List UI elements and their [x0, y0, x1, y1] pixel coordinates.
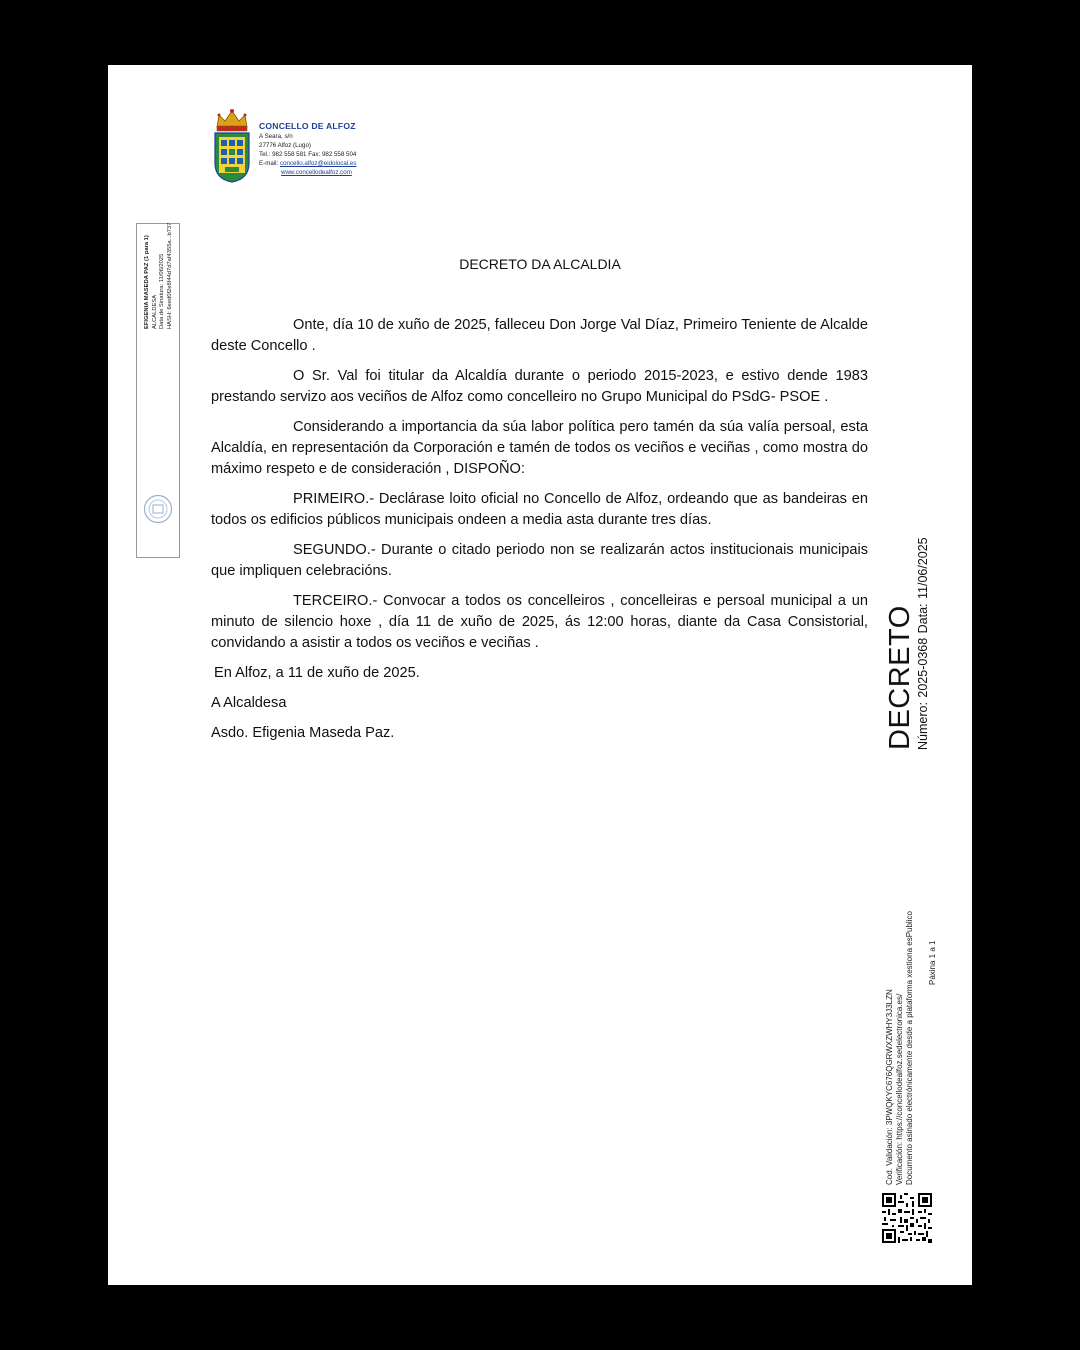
decree-number-date: Número: 2025-0368 Data: 11/06/2025	[916, 537, 930, 750]
paragraph: SEGUNDO.- Durante o citado periodo non se realizarán actos institucionais municipais que impliquen celebracións.	[211, 542, 868, 579]
stamp-text	[144, 169, 174, 329]
address-line: A Seara, s/n	[259, 133, 293, 140]
page-count: Páxina 1 a 1	[928, 940, 937, 985]
stamp-hash: HASH: 6eed0f2e8f44d7d7af4355a...b737	[166, 222, 173, 329]
stamp-date: Data de Sinatura: 11/06/2025	[159, 253, 165, 329]
place-date: En Alfoz, a 11 de xuño de 2025.	[214, 665, 420, 681]
stamp-role: ALCALDESA	[151, 294, 158, 329]
municipal-crest-icon	[211, 107, 253, 183]
seal-icon	[143, 494, 173, 524]
paragraph: PRIMEIRO.- Declárase loito oficial no Concello de Alfoz, ordeando que as bandeiras en todos os edificios públicos municipais ondeen a media asta durante tres días.	[211, 491, 868, 528]
decree-label	[885, 510, 945, 750]
email-link[interactable]: concello.alfoz@eidolocal.es	[279, 160, 357, 167]
paragraph: Onte, día 10 de xuño de 2025, falleceu Don Jorge Val Díaz, Primeiro Teniente de Alcalde deste Concello .	[211, 317, 868, 354]
verification-url[interactable]: Verificación: https://concellodealfoz.sedelectronica.es/	[895, 993, 904, 1185]
postal-line: 27776 Alfoz (Lugo)	[259, 142, 311, 149]
paragraph: TERCEIRO.- Convocar a todos os concelleiros , concelleiras e persoal municipal a un minuto de silencio hoxe , día 11 de xuño de 2025, ás 12:00 horas, diante da Casa Consistorial, convidando a asistir a todos os veciños e veciñas .	[211, 593, 868, 651]
paragraph: O Sr. Val foi titular da Alcaldía durante o periodo 2015-2023, e estivo dende 1983 prestando servizo aos veciños de Alfoz como concelleiro no Grupo Municipal do PSdG- PSOE .	[211, 368, 868, 405]
stamp-signer: EFIGENIA MASEDA PAZ (1 para 1)	[144, 235, 150, 329]
signer-role: A Alcaldesa	[211, 695, 287, 711]
paragraph: Considerando a importancia da súa labor política pero tamén da súa valía persoal, esta Alcaldía, en representación da Corporación e tamén de todos os veciños e veciñas , como mostra do máximo respeto e de consideración , DISPOÑO:	[211, 419, 868, 477]
document-title: DECRETO DA ALCALDIA	[459, 256, 621, 272]
validation-footer	[885, 825, 915, 1185]
decree-title: DECRETO	[884, 605, 916, 750]
signed-document-note: Documento asinado electrónicamente desde a plataforma xestiona esPublico	[905, 911, 914, 1185]
phone-fax: Tel.: 982 558 581 Fax: 982 558 504	[259, 151, 357, 158]
document-page	[108, 65, 972, 1285]
letterhead	[259, 120, 356, 177]
website-link[interactable]: www.concellodealfoz.com	[281, 169, 352, 176]
document-body	[211, 315, 868, 753]
signed-by: Asdo. Efigenia Maseda Paz.	[211, 725, 395, 741]
email-label: E-mail:	[259, 160, 280, 167]
email-line	[259, 159, 356, 168]
org-name: CONCELLO DE ALFOZ	[259, 121, 356, 131]
validation-code: Cod. Validación: 3PWQKYC676QGRWXZWHY3J3LZN	[885, 989, 894, 1185]
qr-code-icon[interactable]	[882, 1193, 932, 1243]
